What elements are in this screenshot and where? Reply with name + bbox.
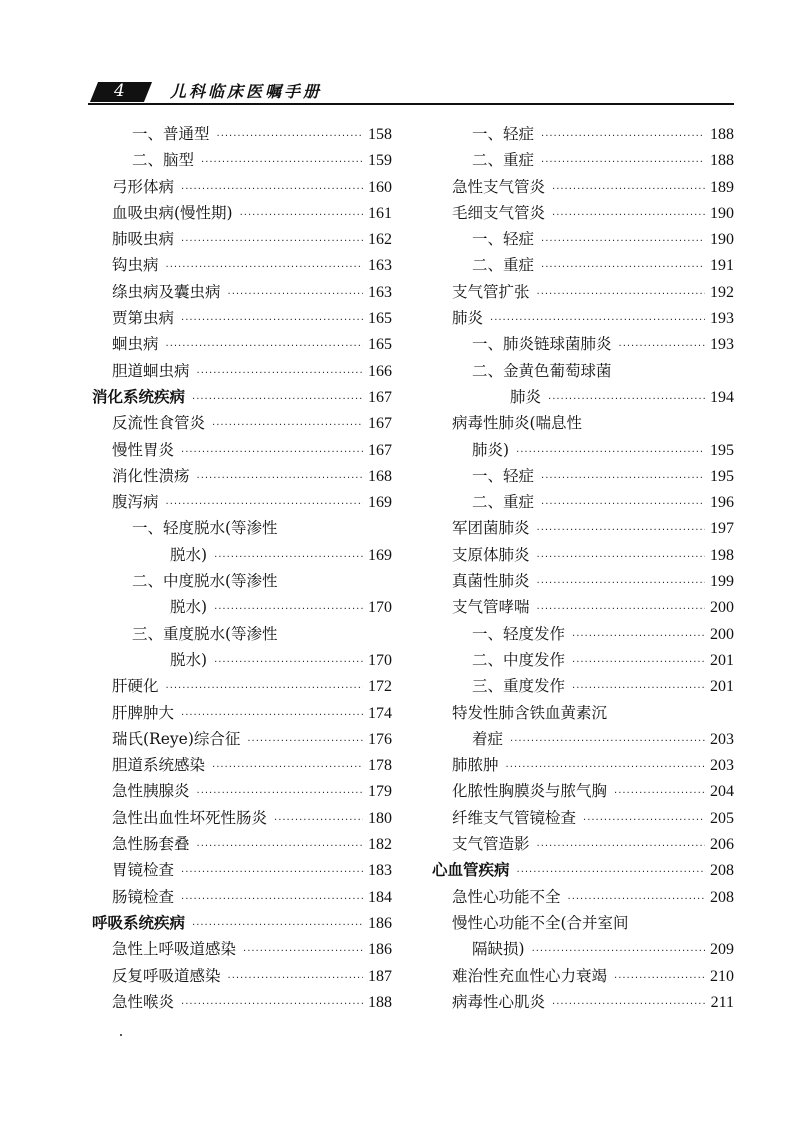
toc-entry: [432, 989, 734, 1015]
dot-leader: [197, 466, 363, 492]
toc-entry: [432, 884, 734, 910]
toc-page-number: 188: [368, 993, 392, 1011]
toc-entry-title: 二、重症: [472, 256, 535, 275]
toc-entry-title: 二、中度脱水(等渗性: [132, 572, 278, 591]
toc-page-number: 169: [368, 546, 392, 564]
dot-leader: [537, 282, 705, 308]
toc-entry-title: 难治性充血性心力衰竭: [452, 966, 608, 985]
toc-entry: [92, 515, 392, 541]
toc-entry-title: 三、重度脱水(等渗性: [132, 624, 278, 643]
toc-entry-title: 心血管疾病: [432, 860, 510, 880]
toc-page-number: 211: [710, 993, 734, 1011]
toc-entry: [92, 989, 392, 1015]
toc-page-number: 182: [368, 836, 392, 854]
toc-entry-title: 呼吸系统疾病: [92, 912, 186, 932]
toc-page-number: 178: [368, 757, 392, 775]
toc-entry-title: 慢性心功能不全(合并室间: [452, 913, 629, 932]
toc-entry-title: 脱水): [170, 545, 208, 564]
toc-entry: [92, 542, 392, 568]
toc-page-number: 201: [710, 651, 734, 669]
dot-leader: [181, 440, 363, 466]
toc-page-number: 174: [368, 704, 392, 722]
toc-entry: [432, 568, 734, 594]
toc-page-number: 168: [368, 467, 392, 485]
toc-entry-title: 一、普通型: [132, 125, 210, 143]
dot-leader: [181, 308, 363, 334]
toc-entry-title: 消化性溃疡: [112, 466, 190, 485]
toc-entry: [432, 621, 734, 647]
dot-leader: [181, 860, 363, 886]
toc-entry-title: 一、轻度脱水(等渗性: [132, 519, 278, 538]
toc-page-number: 195: [710, 467, 734, 485]
toc-entry: [432, 778, 734, 804]
toc-page-number: 186: [368, 914, 392, 932]
toc-entry-title: 一、轻度发作: [472, 624, 566, 643]
toc-entry-title: 真菌性肺炎: [452, 572, 530, 591]
toc-entry: [92, 489, 392, 515]
toc-page-number: 183: [368, 862, 392, 880]
toc-entry-title: 支气管造影: [452, 835, 530, 854]
toc-entry-title: 脱水): [170, 598, 208, 617]
dot-leader: [572, 650, 705, 676]
toc-entry-title: 胆道系统感染: [112, 756, 206, 775]
toc-entry: [432, 936, 734, 962]
toc-page-number: 203: [710, 730, 734, 748]
toc-entry: [92, 752, 392, 778]
dot-leader: [537, 518, 705, 544]
toc-entry: [432, 752, 734, 778]
dot-leader: [212, 755, 363, 781]
toc-entry-title: 反复呼吸道感染: [112, 966, 221, 985]
running-title: 儿科临床医嘱手册: [170, 82, 323, 101]
toc-page-number: 163: [368, 257, 392, 275]
toc-entry-title: 二、脑型: [132, 151, 195, 170]
toc-page-number: 191: [710, 257, 734, 275]
toc-entry-title: 着症: [472, 729, 504, 748]
toc-entry: [92, 726, 392, 752]
toc-entry: [92, 437, 392, 463]
toc-page-number: 189: [710, 178, 734, 196]
header-rule: [88, 103, 734, 105]
dot-leader: [243, 939, 363, 965]
dot-leader: [166, 334, 363, 360]
toc-entry: [92, 936, 392, 962]
toc-right-column: [432, 121, 734, 1015]
toc-page-number: 170: [368, 651, 392, 669]
toc-entry: [92, 147, 392, 173]
dot-leader: [541, 229, 705, 255]
toc-entry: [432, 726, 734, 752]
dot-leader: [166, 676, 363, 702]
toc-page-number: 184: [368, 888, 392, 906]
toc-page-number: 200: [710, 599, 734, 617]
toc-entry: [432, 331, 734, 357]
toc-entry: [92, 673, 392, 699]
toc-page-number: 188: [710, 152, 734, 170]
toc-entry-title: 病毒性心肌炎: [452, 992, 546, 1011]
dot-leader: [614, 781, 705, 807]
toc-entry-title: 肝硬化: [112, 677, 159, 696]
dot-leader: [537, 545, 705, 571]
toc-entry-title: 肺吸虫病: [112, 230, 175, 249]
dot-leader: [197, 834, 363, 860]
dot-leader: [274, 808, 363, 834]
toc-entry-title: 慢性胃炎: [112, 440, 175, 459]
toc-entry: [432, 594, 734, 620]
toc-section-heading: [432, 857, 734, 883]
dot-leader: [212, 413, 363, 439]
toc-entry: [92, 700, 392, 726]
toc-entry: [432, 252, 734, 278]
toc-page-number: 205: [710, 809, 734, 827]
dot-leader: [247, 729, 363, 755]
toc-entry-title: 肝脾肿大: [112, 703, 175, 722]
toc-page-number: 192: [710, 283, 734, 301]
toc-entry: [432, 963, 734, 989]
toc-entry-title: 二、重症: [472, 151, 535, 170]
toc-entry: [92, 831, 392, 857]
toc-entry: [92, 252, 392, 278]
toc-entry-title: 化脓性胸膜炎与脓气胸: [452, 782, 608, 801]
toc-page-number: 179: [368, 783, 392, 801]
toc-entry-title: 纤维支气管镜检查: [452, 808, 577, 827]
toc-entry: [92, 174, 392, 200]
toc-page-number: 198: [710, 546, 734, 564]
dot-leader: [516, 440, 705, 466]
toc-entry-title: 消化系统疾病: [92, 386, 186, 406]
toc-page-number: 160: [368, 178, 392, 196]
toc-entry-title: 急性胰腺炎: [112, 782, 190, 801]
toc-page-number: 197: [710, 520, 734, 538]
toc-page-number: 165: [368, 310, 392, 328]
toc-entry: [432, 200, 734, 226]
dot-leader: [197, 361, 363, 387]
toc-entry: [92, 857, 392, 883]
toc-page-number: 196: [710, 494, 734, 512]
toc-entry-title: 病毒性肺炎(喘息性: [452, 414, 583, 433]
toc-page-number: 204: [710, 783, 734, 801]
toc-entry-title: 弓形体病: [112, 177, 175, 196]
toc-page-number: 176: [368, 730, 392, 748]
toc-page-number: 162: [368, 231, 392, 249]
dot-leader: [217, 124, 363, 150]
toc-entry-title: 肺炎): [472, 440, 510, 459]
toc-page-number: 167: [368, 441, 392, 459]
toc-entry: [432, 463, 734, 489]
toc-entry: [432, 410, 734, 436]
dot-leader: [240, 203, 363, 229]
toc-entry: [432, 279, 734, 305]
toc-entry-title: 反流性食管炎: [112, 414, 206, 433]
toc-entry: [92, 121, 392, 147]
dot-leader: [228, 282, 363, 308]
dot-leader: [192, 387, 363, 413]
scan-speck: [120, 1034, 122, 1036]
toc-page-number: 195: [710, 441, 734, 459]
toc-entry-title: 急性喉炎: [112, 992, 175, 1011]
dot-leader: [537, 834, 705, 860]
toc-entry: [92, 331, 392, 357]
toc-entry: [432, 147, 734, 173]
toc-entry-title: 急性支气管炎: [452, 177, 546, 196]
toc-entry: [92, 358, 392, 384]
toc-page-number: 187: [368, 967, 392, 985]
toc-entry: [92, 805, 392, 831]
toc-entry-title: 急性心功能不全: [452, 887, 561, 906]
toc-entry: [92, 621, 392, 647]
toc-entry: [432, 700, 734, 726]
toc-page-number: 158: [368, 126, 392, 143]
page-header: [88, 80, 734, 106]
dot-leader: [214, 650, 363, 676]
toc-entry: [432, 805, 734, 831]
toc-entry: [92, 463, 392, 489]
toc-page-number: 166: [368, 362, 392, 380]
dot-leader: [541, 466, 705, 492]
toc-entry-title: 肠镜检查: [112, 887, 175, 906]
toc-entry: [92, 778, 392, 804]
toc-entry: [92, 963, 392, 989]
toc-entry-title: 三、重度发作: [472, 677, 566, 696]
toc-entry-title: 钩虫病: [112, 256, 159, 275]
toc-entry-title: 肺炎: [510, 387, 542, 406]
toc-entry-title: 急性出血性坏死性肠炎: [112, 808, 268, 827]
toc-page-number: 201: [710, 678, 734, 696]
toc-entry: [432, 542, 734, 568]
toc-entry-title: 一、轻症: [472, 466, 535, 485]
dot-leader: [541, 124, 705, 150]
toc-page-number: 167: [368, 415, 392, 433]
toc-entry-title: 贾第虫病: [112, 309, 175, 328]
dot-leader: [201, 150, 363, 176]
toc-page-number: 169: [368, 494, 392, 512]
toc-entry-title: 支气管哮喘: [452, 598, 530, 617]
toc-section-heading: [92, 384, 392, 410]
toc-entry: [92, 568, 392, 594]
toc-entry-title: 军团菌肺炎: [452, 519, 530, 538]
dot-leader: [181, 229, 363, 255]
toc-entry-title: 肺脓肿: [452, 756, 499, 775]
toc-entry-title: 蛔虫病: [112, 335, 159, 354]
toc-entry-title: 一、轻症: [472, 125, 535, 143]
toc-entry: [432, 384, 734, 410]
dot-leader: [537, 571, 705, 597]
toc-entry: [432, 121, 734, 147]
toc-entry: [92, 884, 392, 910]
dot-leader: [228, 966, 363, 992]
toc-page-number: 159: [368, 152, 392, 170]
toc-entry: [432, 305, 734, 331]
dot-leader: [552, 203, 705, 229]
dot-leader: [181, 992, 363, 1018]
toc-page-number: 208: [710, 888, 734, 906]
toc-entry: [92, 200, 392, 226]
toc-entry-title: 胆道蛔虫病: [112, 361, 190, 380]
toc-entry: [92, 226, 392, 252]
toc-page-number: 209: [710, 941, 734, 959]
toc-page-number: 180: [368, 809, 392, 827]
toc-entry-title: 一、肺炎链球菌肺炎: [472, 335, 612, 354]
dot-leader: [541, 255, 705, 281]
toc-entry-title: 二、金黄色葡萄球菌: [472, 361, 612, 380]
toc-page-number: 193: [710, 336, 734, 354]
toc-page-number: 203: [710, 757, 734, 775]
dot-leader: [510, 729, 705, 755]
dot-leader: [583, 808, 705, 834]
toc-page-number: 193: [710, 310, 734, 328]
toc-page-number: 172: [368, 678, 392, 696]
dot-leader: [541, 150, 705, 176]
dot-leader: [614, 966, 705, 992]
toc-entry: [432, 673, 734, 699]
toc-entry: [92, 410, 392, 436]
toc-entry-title: 毛细支气管炎: [452, 203, 546, 222]
toc-entry: [432, 910, 734, 936]
toc-entry-title: 隔缺损): [472, 940, 525, 959]
dot-leader: [552, 992, 706, 1018]
toc-page-number: 190: [710, 231, 734, 249]
toc-entry: [432, 174, 734, 200]
toc-entry: [92, 594, 392, 620]
toc-entry: [432, 437, 734, 463]
toc-entry-title: 一、轻症: [472, 230, 535, 249]
toc-page-number: 199: [710, 573, 734, 591]
toc-page-number: 165: [368, 336, 392, 354]
toc-page-number: 194: [710, 388, 734, 406]
toc-page-number: 163: [368, 283, 392, 301]
toc-entry-title: 急性上呼吸道感染: [112, 940, 237, 959]
toc-entry-title: 急性肠套叠: [112, 835, 190, 854]
page-number: 4: [114, 81, 125, 101]
toc-page-number: 208: [710, 862, 734, 880]
toc-page-number: 206: [710, 836, 734, 854]
dot-leader: [181, 887, 363, 913]
toc-entry-title: 腹泻病: [112, 493, 159, 512]
toc-entry-title: 脱水): [170, 650, 208, 669]
toc-entry-title: 瑞氏(Reye)综合征: [112, 729, 241, 748]
toc-entry-title: 特发性肺含铁血黄素沉: [452, 703, 608, 722]
dot-leader: [572, 624, 705, 650]
toc-left-column: [92, 121, 392, 1015]
toc-entry: [92, 647, 392, 673]
toc-entry: [432, 647, 734, 673]
toc-entry: [92, 305, 392, 331]
toc-page-number: 167: [368, 388, 392, 406]
toc-page-number: 161: [368, 204, 392, 222]
toc-page-number: 200: [710, 625, 734, 643]
toc-page-number: 170: [368, 599, 392, 617]
toc-entry: [92, 279, 392, 305]
toc-entry: [432, 226, 734, 252]
dot-leader: [552, 177, 705, 203]
toc-entry-title: 二、重症: [472, 493, 535, 512]
toc-entry-title: 支原体肺炎: [452, 545, 530, 564]
toc-entry-title: 肺炎: [452, 309, 484, 328]
toc-entry-title: 二、中度发作: [472, 650, 566, 669]
dot-leader: [619, 334, 705, 360]
toc-entry-title: 胃镜检查: [112, 861, 175, 880]
toc-entry-title: 绦虫病及囊虫病: [112, 282, 221, 301]
dot-leader: [541, 492, 705, 518]
toc-entry: [432, 489, 734, 515]
toc-page-number: 186: [368, 941, 392, 959]
toc-page-number: 190: [710, 204, 734, 222]
toc-entry: [432, 515, 734, 541]
toc-page-number: 210: [710, 967, 734, 985]
toc-entry: [432, 831, 734, 857]
toc-entry-title: 血吸虫病(慢性期): [112, 203, 233, 222]
toc-entry: [432, 358, 734, 384]
toc-section-heading: [92, 910, 392, 936]
toc-entry-title: 支气管扩张: [452, 282, 530, 301]
toc-page-number: 188: [710, 126, 734, 143]
